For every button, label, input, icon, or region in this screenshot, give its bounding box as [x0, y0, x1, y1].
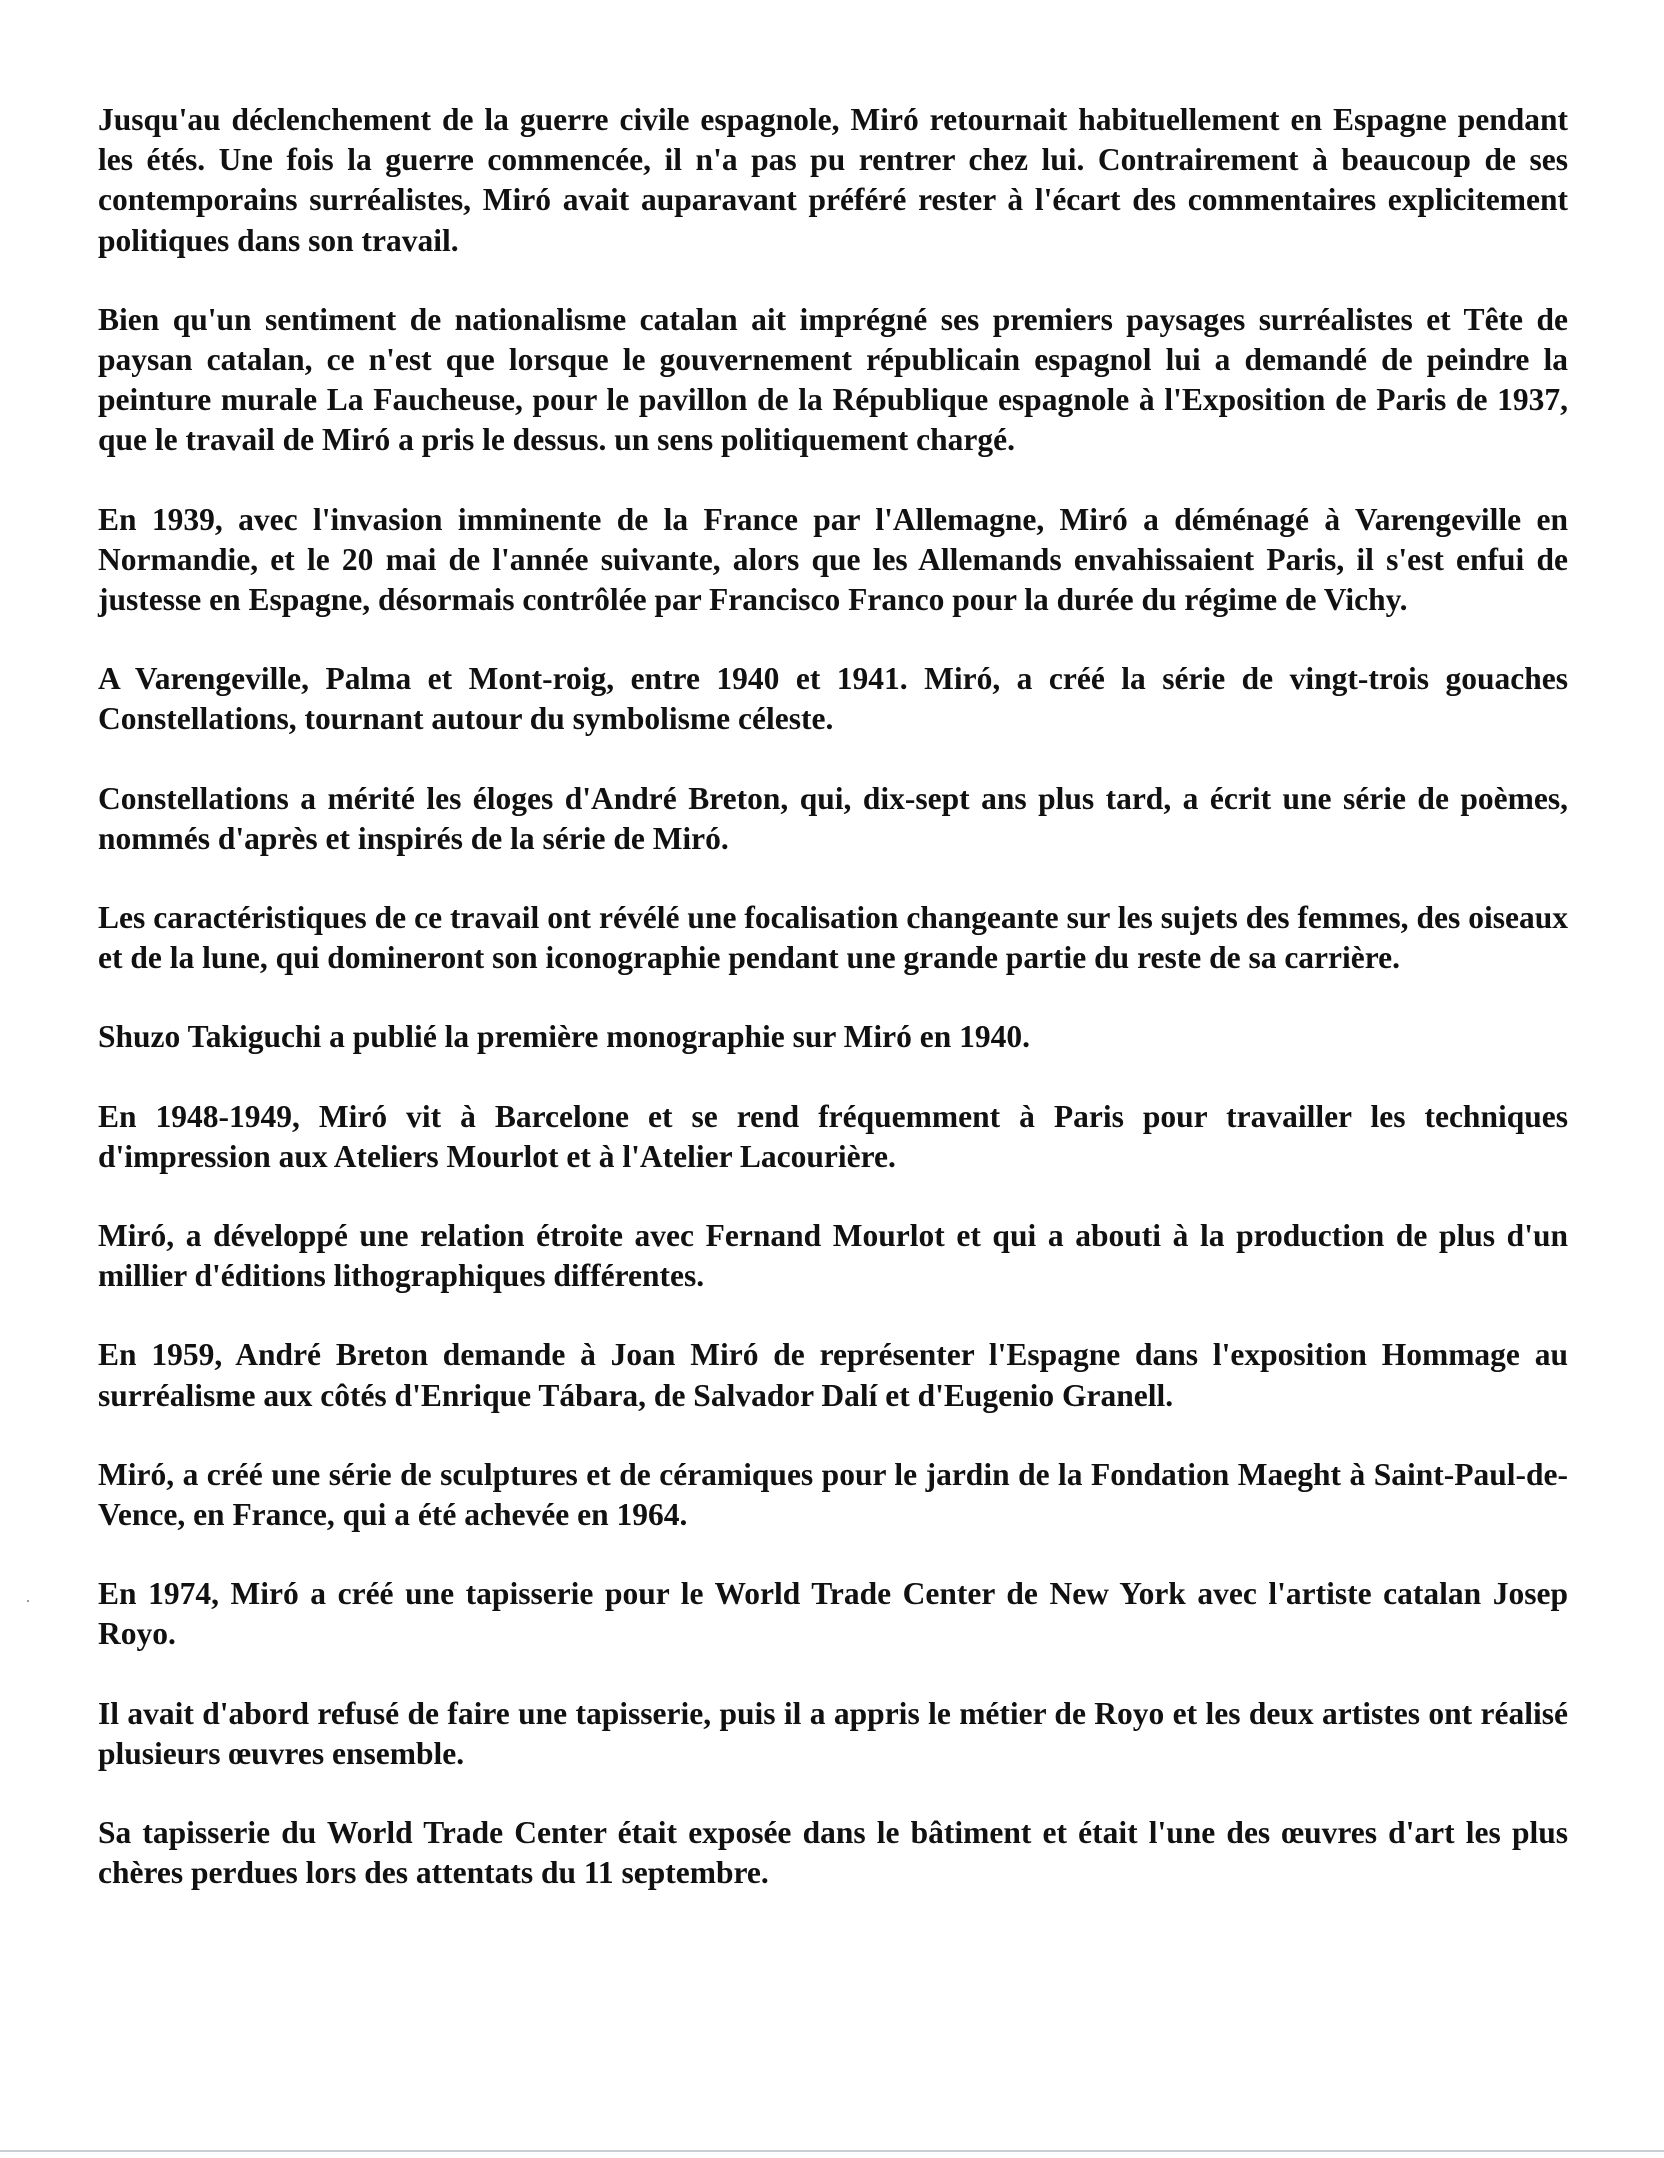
bottom-rule: [0, 2150, 1664, 2152]
scan-speck: [27, 1600, 29, 1602]
paragraph-1939-varengeville: En 1939, avec l'invasion imminente de la France par l'Allemagne, Miró a déménagé à Varengeville en Normandie, et le 20 mai de l'année suivante, alors que les Allemands envahissaient Paris, il s'est enfui de justesse en Espagne, désormais contrôlée par Francisco Franco pour la durée du régime de Vichy.: [98, 501, 1568, 618]
paragraph-constellations-series: A Varengeville, Palma et Mont-roig, entre 1940 et 1941. Miró, a créé la série de vingt-trois gouaches Constellations, tournant autour du symbolisme céleste.: [98, 661, 1568, 737]
paragraph-mourlot-relation: Miró, a développé une relation étroite avec Fernand Mourlot et qui a abouti à la production de plus d'un millier d'éditions lithographiques différentes.: [98, 1218, 1568, 1294]
paragraph-1948-barcelona: En 1948-1949, Miró vit à Barcelone et se rend fréquemment à Paris pour travailler les techniques d'impression aux Ateliers Mourlot et à l'Atelier Lacourière.: [98, 1098, 1568, 1174]
paragraph-1974-tapestry: En 1974, Miró a créé une tapisserie pour le World Trade Center de New York avec l'artiste catalan Josep Royo.: [98, 1576, 1568, 1652]
paragraph-maeght-foundation: Miró, a créé une série de sculptures et de céramiques pour le jardin de la Fondation Maeght à Saint-Paul-de-Vence, en France, qui a été achevée en 1964.: [98, 1456, 1568, 1533]
paragraph-work-characteristics: Les caractéristiques de ce travail ont révélé une focalisation changeante sur les sujets des femmes, des oiseaux et de la lune, qui domineront son iconographie pendant une grande partie du reste de sa carrière.: [98, 900, 1568, 976]
paragraph-civil-war: Jusqu'au déclenchement de la guerre civile espagnole, Miró retournait habituellement en Espagne pendant les étés. Une fois la guerre commencée, il n'a pas pu rentrer chez lui. Contrairement à beaucoup de ses contemporains surréalistes, Miró avait auparavant préféré rester à l'écart des commentaires explicitement politiques dans son travail.: [98, 102, 1568, 258]
paragraph-1959-exhibition: En 1959, André Breton demande à Joan Miró de représenter l'Espagne dans l'exposition Hommage au surréalisme aux côtés d'Enrique Tábara, de Salvador Dalí et d'Eugenio Granell.: [98, 1337, 1568, 1413]
paragraph-catalan-nationalism: Bien qu'un sentiment de nationalisme catalan ait imprégné ses premiers paysages surréalistes et Tête de paysan catalan, ce n'est que lorsque le gouvernement républicain espagnol lui a demandé de peindre la peinture murale La Faucheuse, pour le pavillon de la République espagnole à l'Exposition de Paris de 1937, que le travail de Miró a pris le dessus. un sens politiquement chargé.: [98, 301, 1568, 458]
paragraph-takiguchi-monograph: Shuzo Takiguchi a publié la première monographie sur Miró en 1940.: [98, 1019, 1030, 1055]
paragraph-andre-breton-poems: Constellations a mérité les éloges d'André Breton, qui, dix-sept ans plus tard, a écrit une série de poèmes, nommés d'après et inspirés de la série de Miró.: [98, 780, 1568, 856]
paragraph-wtc-tapestry: Sa tapisserie du World Trade Center était exposée dans le bâtiment et était l'une des œuvres d'art les plus chères perdues lors des attentats du 11 septembre.: [98, 1815, 1568, 1891]
document-body: [98, 100, 1568, 1933]
paragraph-royo-collaboration: Il avait d'abord refusé de faire une tapisserie, puis il a appris le métier de Royo et les deux artistes ont réalisé plusieurs œuvres ensemble.: [98, 1695, 1568, 1771]
